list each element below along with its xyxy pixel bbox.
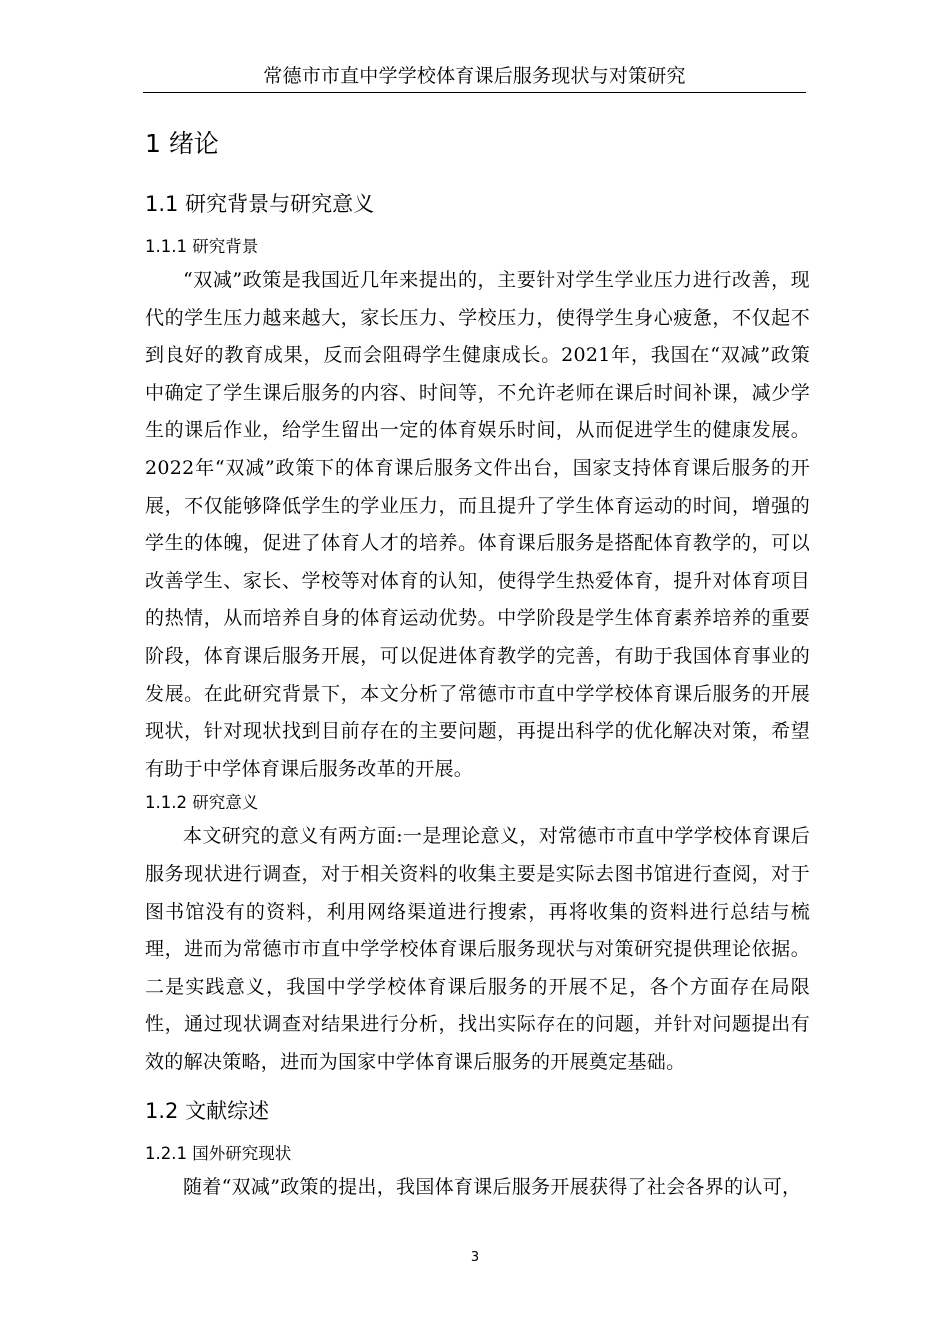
subsection-title-1-2-1: 1.2.1 国外研究现状: [145, 1144, 292, 1164]
paragraph-research-significance: 本文研究的意义有两方面:一是理论意义，对常德市市直中学学校体育课后服务现状进行调查，对于相关资料的收集主要是实际去图书馆进行查阅，对于图书馆没有的资料，利用网络渠道进行搜索，再将收集的资料进行总结与梳理，进而为常德市市直中学学校体育课后服务现状与对策研究提供理论依据。二是实践意义，我国中学学校体育课后服务的开展不足，各个方面存在局限性，通过现状调查对结果进行分析，找出实际存在的问题，并针对问题提出有效的解决策略，进而为国家中学体育课后服务的开展奠定基础。: [145, 825, 810, 1073]
paragraph-foreign-research: 随着“双减”政策的提出，我国体育课后服务开展获得了社会各界的认可，: [183, 1176, 802, 1199]
section-title-1-1: 1.1 研究背景与研究意义: [145, 192, 375, 216]
paragraph-research-background: “双减”政策是我国近几年来提出的，主要针对学生学业压力进行改善，现代的学生压力越来越大，家长压力、学校压力，使得学生身心疲惫，不仅起不到良好的教育成果，反而会阻碍学生健康成长。2021年，我国在“双减”政策中确定了学生课后服务的内容、时间等，不允许老师在课后时间补课，减少学生的课后作业，给学生留出一定的体育娱乐时间，从而促进学生的健康发展。2022年“双减”政策下的体育课后服务文件出台，国家支持体育课后服务的开展，不仅能够降低学生的学业压力，而且提升了学生体育运动的时间，增强的学生的体魄，促进了体育人才的培养。体育课后服务是搭配体育教学的，可以改善学生、家长、学校等对体育的认知，使得学生热爱体育，提升对体育项目的热情，从而培养自身的体育运动优势。中学阶段是学生体育素养培养的重要阶段，体育课后服务开展，可以促进体育教学的完善，有助于我国体育事业的发展。在此研究背景下，本文分析了常德市市直中学学校体育课后服务的开展现状，针对现状找到目前存在的主要问题，再提出科学的优化解决对策，希望有助于中学体育课后服务改革的开展。: [145, 269, 810, 780]
running-header: 常德市市直中学学校体育课后服务现状与对策研究: [143, 62, 806, 93]
chapter-title: 1 绪论: [145, 129, 219, 158]
page-body: [145, 108, 810, 1207]
section-title-1-2: 1.2 文献综述: [145, 1099, 270, 1124]
subsection-title-1-1-2: 1.1.2 研究意义: [145, 793, 259, 813]
subsection-title-1-1-1: 1.1.1 研究背景: [145, 237, 259, 256]
page-number: 3: [470, 1250, 480, 1265]
